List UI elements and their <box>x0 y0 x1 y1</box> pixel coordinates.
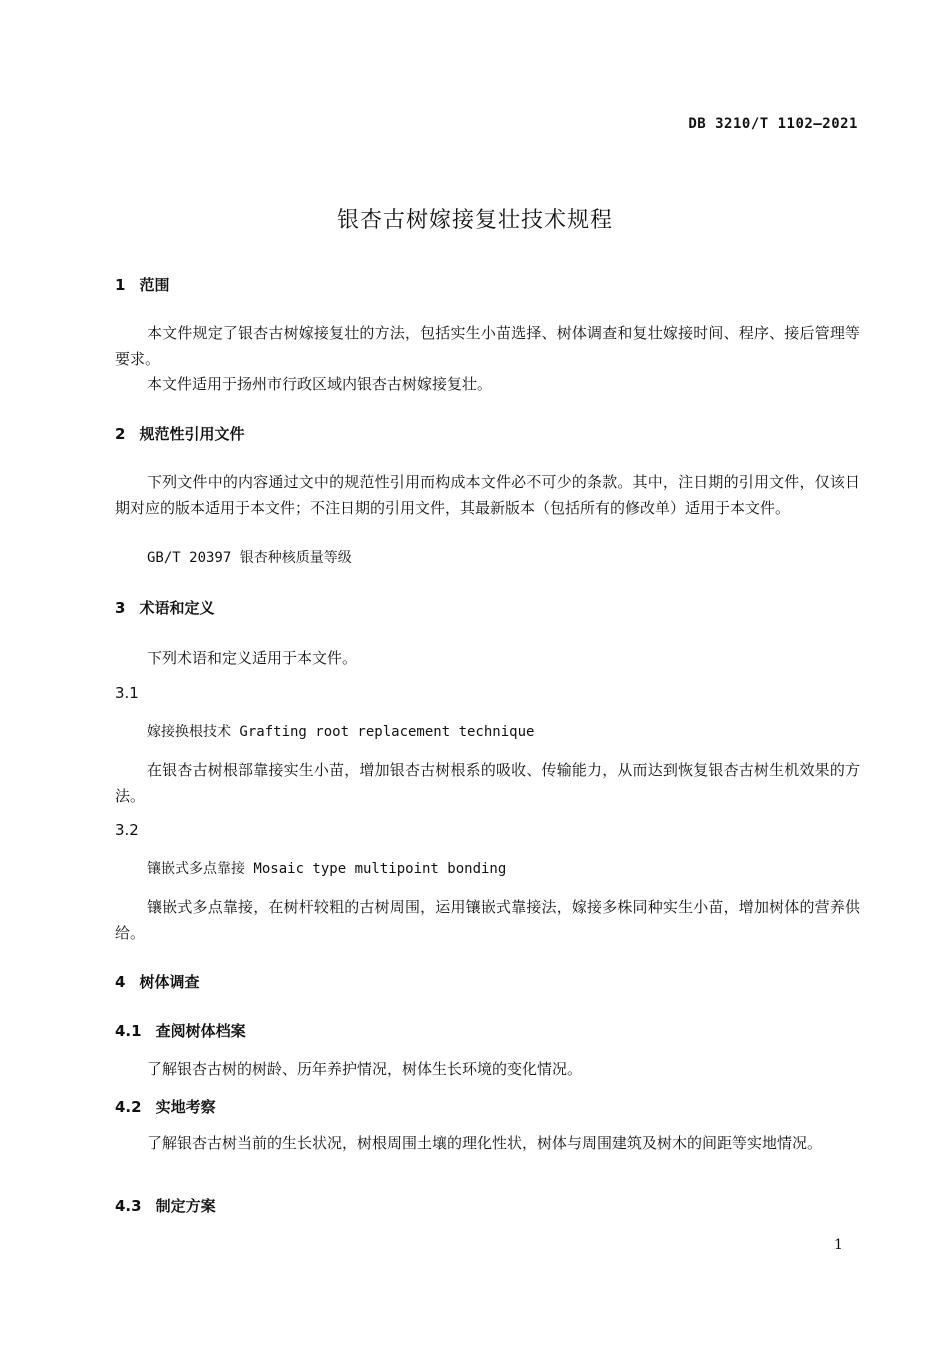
section-title: 范围 <box>139 276 170 294</box>
section-number: 4 <box>115 973 126 991</box>
subsection-title: 实地考察 <box>155 1098 216 1116</box>
section-title: 术语和定义 <box>139 599 215 617</box>
document-title: 银杏古树嫁接复壮技术规程 <box>336 208 613 233</box>
section-title: 规范性引用文件 <box>139 425 245 443</box>
subsection-4-3-heading <box>115 1195 216 1216</box>
paragraph: 本文件适用于扬州市行政区域内银杏古树嫁接复壮。 <box>147 375 493 393</box>
section-1-heading <box>115 274 169 295</box>
paragraph: 本文件规定了银杏古树嫁接复壮的方法，包括实生小苗选择、树体调查和复壮嫁接时间、程序、接后管理等要求。 <box>115 324 860 368</box>
subsection-number: 4.1 <box>115 1022 142 1040</box>
standard-code: DB 3210/T 1102—2021 <box>688 116 858 132</box>
term-heading: 嫁接换根技术 Grafting root replacement technique <box>147 724 535 740</box>
paragraph: 了解银杏古树的树龄、历年养护情况，树体生长环境的变化情况。 <box>147 1060 583 1078</box>
subsection-4-2-heading <box>115 1096 216 1117</box>
section-4-heading <box>115 971 199 992</box>
term-definition: 镶嵌式多点靠接，在树杆较粗的古树周围，运用镶嵌式靠接法，嫁接多株同种实生小苗，增加树体的营养供给。 <box>115 898 860 942</box>
subsection-number: 4.3 <box>115 1197 142 1215</box>
paragraph: 下列文件中的内容通过文中的规范性引用而构成本文件必不可少的条款。其中，注日期的引用文件，仅该日期对应的版本适用于本文件；不注日期的引用文件，其最新版本（包括所有的修改单）适用于本文件。 <box>115 473 860 517</box>
subsection-4-1-heading <box>115 1020 246 1041</box>
section-number: 1 <box>115 276 126 294</box>
section-2-heading <box>115 423 244 444</box>
paragraph: 下列术语和定义适用于本文件。 <box>147 649 358 667</box>
section-number: 2 <box>115 425 126 443</box>
normative-reference: GB/T 20397 银杏种核质量等级 <box>147 550 352 566</box>
term-definition: 在银杏古树根部靠接实生小苗，增加银杏古树根系的吸收、传输能力，从而达到恢复银杏古树生机效果的方法。 <box>115 761 860 805</box>
subsection-title: 制定方案 <box>155 1197 216 1215</box>
section-title: 树体调查 <box>139 973 200 991</box>
subsection-title: 查阅树体档案 <box>155 1022 246 1040</box>
term-number: 3.2 <box>115 821 139 839</box>
subsection-number: 4.2 <box>115 1098 142 1116</box>
section-3-heading <box>115 597 214 618</box>
section-number: 3 <box>115 599 126 617</box>
page-number: 1 <box>834 1237 843 1253</box>
paragraph: 了解银杏古树当前的生长状况，树根周围土壤的理化性状，树体与周围建筑及树木的间距等实地情况。 <box>147 1134 823 1152</box>
term-number: 3.1 <box>115 684 139 702</box>
term-heading: 镶嵌式多点靠接 Mosaic type multipoint bonding <box>147 861 507 877</box>
